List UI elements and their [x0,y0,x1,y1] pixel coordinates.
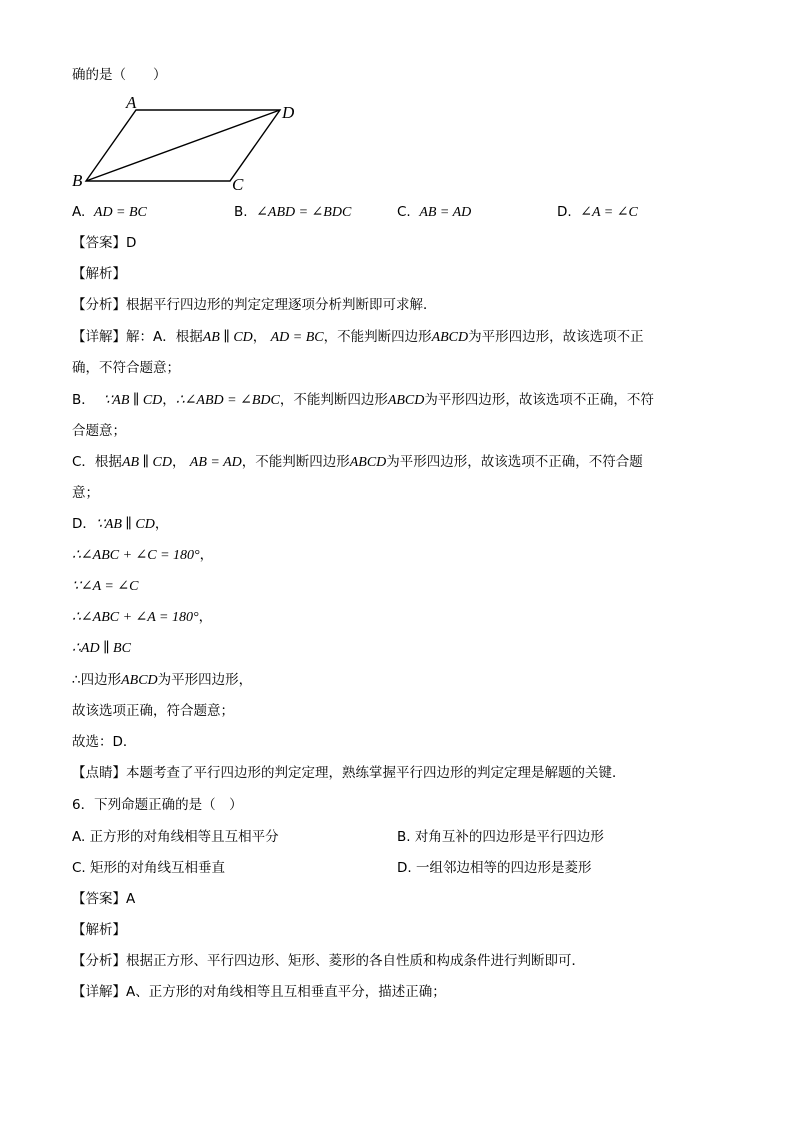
option-math: ∠A = ∠C [580,205,638,220]
option-math: AB = AD [419,205,472,220]
option-letter: A. [72,204,86,220]
option-letter: B. [234,204,248,220]
q6-option-c: C. 矩形的对角线互相垂直 [72,860,226,876]
q5-option-d [557,203,638,222]
q5-option-a [72,203,147,222]
q6-option-d: D. 一组邻边相等的四边形是菱形 [397,860,592,876]
option-letter: C. [397,204,411,220]
q5-detail-d-step4: ∴AD ∥ BC [72,641,131,656]
q5-stem-tail: 确的是（ ） [72,67,167,83]
q5-detail-b: B． ∵AB ∥ CD，∴∠ABD = ∠BDC，不能判断四边形ABCD为平形四边形，故该选项不正确，不符 [72,392,654,408]
q5-detail-d-step6: 故该选项正确，符合题意； [72,703,234,719]
q5-answer: 【答案】D [72,235,137,251]
q5-detail-d-step5: ∴四边形ABCD为平形四边形， [72,672,253,688]
q5-analysis: 【分析】根据平行四边形的判定定理逐项分析判断即可求解． [72,297,437,313]
q6-answer: 【答案】A [72,891,136,907]
option-math: AD = BC [93,205,147,220]
q5-option-b [234,203,351,222]
q5-detail-b-cont: 合题意； [72,423,126,439]
option-letter: D. [557,204,572,220]
q5-detail-a: 【详解】解：A．根据AB ∥ CD， AD = BC，不能判断四边形ABCD为平形四边形，故该选项不正 [72,329,644,345]
parallelogram-figure [64,92,314,192]
q5-detail-d: D．∵AB ∥ CD， [72,516,169,532]
q6-stem: 6．下列命题正确的是（ ） [72,797,243,813]
q6-detail: 【详解】A、正方形的对角线相等且互相垂直平分，描述正确； [72,984,446,1000]
label-b: B [72,171,83,190]
q5-detail-a-cont: 确，不符合题意； [72,360,180,376]
label-c: C [232,175,244,192]
diagonal-bd [86,110,280,181]
q6-option-a: A. 正方形的对角线相等且互相平分 [72,829,279,845]
label-d: D [282,103,295,122]
option-math: ∠ABD = ∠BDC [256,205,352,220]
q5-detail-choice: 故选：D． [72,734,137,750]
q5-detail-c-cont: 意； [72,485,99,501]
q5-detail-d-step3: ∴∠ABC + ∠A = 180°， [72,609,213,625]
q5-analysis-title: 【解析】 [72,266,126,282]
q5-detail-d-step2: ∵∠A = ∠C [72,579,139,594]
q5-comment: 【点睛】本题考查了平行四边形的判定定理，熟练掌握平行四边形的判定定理是解题的关键． [72,765,626,781]
label-a: A [126,93,137,112]
q5-detail-c: C．根据AB ∥ CD， AB = AD，不能判断四边形ABCD为平形四边形，故该选项不正确，不符合题 [72,454,643,470]
q6-analysis: 【分析】根据正方形、平行四边形、矩形、菱形的各自性质和构成条件进行判断即可． [72,953,585,969]
q6-analysis-title: 【解析】 [72,922,126,938]
q6-option-b: B. 对角互补的四边形是平行四边形 [397,829,604,845]
q5-detail-d-step1: ∴∠ABC + ∠C = 180°， [72,547,214,563]
q5-option-c [397,203,471,222]
